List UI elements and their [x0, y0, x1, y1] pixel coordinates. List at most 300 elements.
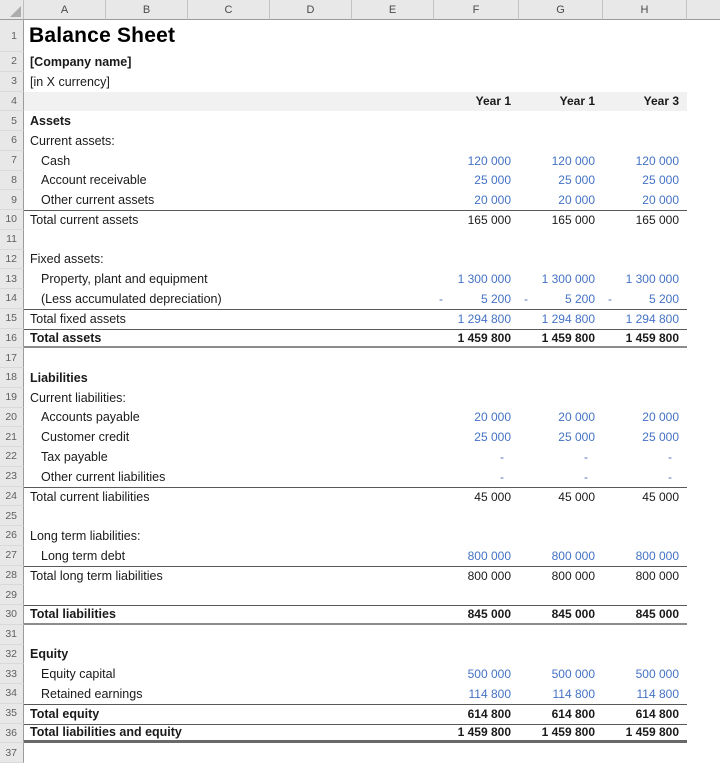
- row-header-10[interactable]: 10: [0, 210, 24, 230]
- sheet-row-3: [0, 72, 720, 92]
- sheet-row-21: [0, 427, 720, 447]
- row-body-3: [24, 72, 687, 92]
- right-margin-filler: [687, 566, 720, 586]
- row-body-18: [24, 368, 687, 388]
- value-cell[interactable]: -: [584, 469, 588, 484]
- sheet-row-11: [0, 230, 720, 250]
- label-cell[interactable]: Total assets: [30, 330, 102, 345]
- value-cell[interactable]: 800 000: [467, 568, 511, 583]
- sheet-row-16: [0, 329, 720, 349]
- value-cell[interactable]: [519, 506, 603, 526]
- row-header-26[interactable]: 26: [0, 526, 24, 546]
- value-cell[interactable]: 165 000: [635, 213, 679, 228]
- column-header-G[interactable]: G: [519, 0, 603, 20]
- row-body-10: [24, 210, 687, 230]
- column-header-A[interactable]: A: [24, 0, 106, 20]
- value-cell[interactable]: Year 1: [559, 94, 595, 109]
- label-cell[interactable]: Other current liabilities: [41, 469, 166, 484]
- right-margin-filler: [687, 72, 720, 92]
- value-cell[interactable]: [603, 506, 687, 526]
- value-cell[interactable]: [603, 526, 687, 546]
- row-body-16: [24, 329, 687, 349]
- value-cell[interactable]: [434, 368, 519, 388]
- value-cell[interactable]: 614 800: [551, 707, 595, 722]
- right-margin-filler: [687, 546, 720, 566]
- row-body-4: [24, 92, 687, 112]
- value-cell[interactable]: 845 000: [551, 607, 595, 622]
- value-cell[interactable]: 614 800: [467, 707, 511, 722]
- row-header-20[interactable]: 20: [0, 408, 24, 428]
- value-cell[interactable]: 800 000: [551, 548, 595, 563]
- row-header-17[interactable]: 17: [0, 348, 24, 368]
- label-cell[interactable]: Assets: [30, 114, 71, 129]
- sheet-row-22: [0, 447, 720, 467]
- row-header-16[interactable]: 16: [0, 329, 24, 349]
- sheet-row-30: [0, 605, 720, 625]
- row-body-1: [24, 20, 687, 52]
- value-cell[interactable]: 20 000: [558, 410, 595, 425]
- row-header-2[interactable]: 2: [0, 52, 24, 72]
- value-cell[interactable]: [519, 131, 603, 151]
- label-cell[interactable]: Fixed assets:: [30, 252, 104, 267]
- sheet-row-5: [0, 111, 720, 131]
- right-margin-filler: [687, 20, 720, 52]
- value-cell[interactable]: 25 000: [558, 430, 595, 445]
- sheet-row-24: [0, 487, 720, 507]
- row-body-25: [24, 506, 687, 526]
- sheet-row-28: [0, 566, 720, 586]
- value-cell[interactable]: [603, 743, 687, 763]
- label-cell[interactable]: [24, 230, 434, 250]
- value-cell[interactable]: [519, 230, 603, 250]
- value-cell[interactable]: 165 000: [467, 213, 511, 228]
- value-cell[interactable]: 800 000: [467, 548, 511, 563]
- row-body-15: [24, 309, 687, 329]
- right-margin-filler: [687, 329, 720, 349]
- right-margin-filler: [687, 506, 720, 526]
- row-header-18[interactable]: 18: [0, 368, 24, 388]
- value-cell[interactable]: [603, 111, 687, 131]
- column-header-C[interactable]: C: [188, 0, 270, 20]
- column-header-D[interactable]: D: [270, 0, 352, 20]
- label-cell[interactable]: Equity: [30, 647, 69, 662]
- value-cell[interactable]: 1 294 800: [457, 312, 511, 327]
- right-margin-filler: [687, 151, 720, 171]
- value-cell[interactable]: [603, 625, 687, 645]
- right-margin-filler: [687, 447, 720, 467]
- value-cell[interactable]: [434, 585, 519, 605]
- column-header-B[interactable]: B: [106, 0, 188, 20]
- label-cell[interactable]: Customer credit: [41, 430, 130, 445]
- row-body-33: [24, 664, 687, 684]
- value-cell[interactable]: Year 3: [643, 94, 679, 109]
- value-cell[interactable]: [434, 348, 519, 368]
- label-cell[interactable]: Tax payable: [41, 449, 108, 464]
- row-body-37: [24, 743, 687, 763]
- value-cell[interactable]: 845 000: [635, 607, 679, 622]
- value-cell[interactable]: [434, 20, 519, 52]
- value-cell[interactable]: [434, 250, 519, 270]
- value-cell[interactable]: 845 000: [467, 607, 511, 622]
- label-cell[interactable]: [24, 743, 434, 763]
- value-cell[interactable]: [603, 388, 687, 408]
- right-margin-filler: [687, 348, 720, 368]
- value-cell[interactable]: [603, 250, 687, 270]
- value-cell[interactable]: -: [500, 449, 504, 464]
- page-title-cell[interactable]: Balance Sheet: [29, 24, 176, 47]
- value-cell[interactable]: 25 000: [642, 173, 679, 188]
- value-cell[interactable]: 25 000: [474, 430, 511, 445]
- right-margin-filler: [687, 230, 720, 250]
- row-header-34[interactable]: 34: [0, 684, 24, 704]
- right-margin-filler: [687, 585, 720, 605]
- label-cell[interactable]: [24, 348, 434, 368]
- label-cell[interactable]: Retained earnings: [41, 686, 143, 701]
- row-body-21: [24, 427, 687, 447]
- value-cell[interactable]: [434, 526, 519, 546]
- row-header-3[interactable]: 3: [0, 72, 24, 92]
- value-cell[interactable]: [519, 52, 603, 72]
- sheet-row-1: [0, 20, 720, 52]
- row-header-14[interactable]: 14: [0, 289, 24, 309]
- sheet-row-10: [0, 210, 720, 230]
- right-margin-filler: [687, 684, 720, 704]
- value-cell[interactable]: [603, 230, 687, 250]
- value-cell[interactable]: 1 459 800: [625, 330, 679, 345]
- row-header-27[interactable]: 27: [0, 546, 24, 566]
- value-cell[interactable]: [519, 289, 603, 309]
- value-cell[interactable]: 800 000: [635, 548, 679, 563]
- sheet-row-8: [0, 171, 720, 191]
- value-cell[interactable]: [603, 131, 687, 151]
- row-body-9: [24, 190, 687, 210]
- value-cell[interactable]: 20 000: [474, 193, 511, 208]
- value-cell[interactable]: [519, 20, 603, 52]
- row-header-23[interactable]: 23: [0, 467, 24, 487]
- value-cell[interactable]: [603, 289, 687, 309]
- row-body-2: [24, 52, 687, 72]
- label-cell[interactable]: Cash: [41, 153, 71, 168]
- value-cell[interactable]: 614 800: [635, 707, 679, 722]
- value-cell[interactable]: 500 000: [551, 667, 595, 682]
- value-cell[interactable]: 25 000: [642, 430, 679, 445]
- value-cell[interactable]: 1 294 800: [625, 312, 679, 327]
- value-cell[interactable]: 120 000: [551, 153, 595, 168]
- row-body-14: [24, 289, 687, 309]
- value-cell[interactable]: 500 000: [635, 667, 679, 682]
- row-header-31[interactable]: 31: [0, 625, 24, 645]
- row-header-9[interactable]: 9: [0, 190, 24, 210]
- sheet-row-20: [0, 408, 720, 428]
- sheet-row-35: [0, 704, 720, 724]
- row-header-32[interactable]: 32: [0, 645, 24, 665]
- row-body-27: [24, 546, 687, 566]
- value-cell[interactable]: 800 000: [551, 568, 595, 583]
- right-margin-filler: [687, 427, 720, 447]
- row-header-28[interactable]: 28: [0, 566, 24, 586]
- sheet-row-23: [0, 467, 720, 487]
- right-margin-filler: [687, 704, 720, 724]
- row-header-13[interactable]: 13: [0, 269, 24, 289]
- value-cell[interactable]: 45 000: [474, 489, 511, 504]
- value-cell[interactable]: [434, 645, 519, 665]
- value-cell[interactable]: [519, 625, 603, 645]
- label-cell[interactable]: Total long term liabilities: [30, 568, 163, 583]
- select-all-triangle-icon: [10, 6, 21, 17]
- value-cell[interactable]: [434, 289, 519, 309]
- value-cell[interactable]: [603, 72, 687, 92]
- value-cell[interactable]: 500 000: [467, 667, 511, 682]
- row-header-1[interactable]: 1: [0, 20, 24, 52]
- right-margin-filler: [687, 645, 720, 665]
- row-body-26: [24, 526, 687, 546]
- row-header-19[interactable]: 19: [0, 388, 24, 408]
- row-header-24[interactable]: 24: [0, 487, 24, 507]
- sheet-row-34: [0, 684, 720, 704]
- value-cell[interactable]: 20 000: [474, 410, 511, 425]
- label-cell[interactable]: [in X currency]: [30, 74, 110, 89]
- right-margin-filler: [687, 724, 720, 744]
- value-cell[interactable]: [519, 585, 603, 605]
- value-cell[interactable]: 800 000: [635, 568, 679, 583]
- label-cell[interactable]: Long term debt: [41, 548, 126, 563]
- label-cell[interactable]: [24, 625, 434, 645]
- label-cell[interactable]: Property, plant and equipment: [41, 272, 208, 287]
- value-cell[interactable]: 1 300 000: [541, 272, 595, 287]
- column-header-F[interactable]: F: [434, 0, 519, 20]
- label-cell[interactable]: [Company name]: [30, 54, 132, 69]
- label-cell[interactable]: Current liabilities:: [30, 390, 126, 405]
- row-header-37[interactable]: 37: [0, 743, 24, 763]
- value-cell[interactable]: 1 294 800: [541, 312, 595, 327]
- value-number: 5 200: [480, 291, 511, 306]
- right-margin-filler: [687, 388, 720, 408]
- value-cell[interactable]: 20 000: [642, 193, 679, 208]
- value-cell[interactable]: [519, 250, 603, 270]
- right-margin-filler: [687, 664, 720, 684]
- value-cell[interactable]: 25 000: [474, 173, 511, 188]
- sheet-row-13: [0, 269, 720, 289]
- value-cell[interactable]: -: [584, 449, 588, 464]
- right-margin-filler: [687, 467, 720, 487]
- value-cell[interactable]: 20 000: [558, 193, 595, 208]
- row-header-35[interactable]: 35: [0, 704, 24, 724]
- right-margin-filler: [687, 111, 720, 131]
- value-cell[interactable]: 1 300 000: [625, 272, 679, 287]
- row-header-4[interactable]: 4: [0, 92, 24, 112]
- value-cell[interactable]: [519, 743, 603, 763]
- column-header-row: [0, 0, 720, 20]
- right-margin-filler: [687, 526, 720, 546]
- right-margin-filler: [687, 131, 720, 151]
- label-cell[interactable]: [24, 92, 434, 112]
- right-margin-filler: [687, 190, 720, 210]
- right-margin-filler: [687, 171, 720, 191]
- sheet-row-7: [0, 151, 720, 171]
- right-margin-filler: [687, 368, 720, 388]
- row-body-6: [24, 131, 687, 151]
- sheet-row-26: [0, 526, 720, 546]
- row-header-29[interactable]: 29: [0, 585, 24, 605]
- row-body-32: [24, 645, 687, 665]
- value-cell[interactable]: [603, 368, 687, 388]
- sheet-row-36: [0, 724, 720, 744]
- right-margin-filler: [687, 408, 720, 428]
- row-header-15[interactable]: 15: [0, 309, 24, 329]
- sheet-row-37: [0, 743, 720, 763]
- column-header-E[interactable]: E: [352, 0, 434, 20]
- row-body-31: [24, 625, 687, 645]
- label-cell[interactable]: Total current liabilities: [30, 489, 150, 504]
- sheet-row-2: [0, 52, 720, 72]
- value-cell[interactable]: 120 000: [467, 153, 511, 168]
- row-body-8: [24, 171, 687, 191]
- value-cell[interactable]: [434, 72, 519, 92]
- row-body-35: [24, 704, 687, 724]
- grid-rows: [0, 20, 720, 763]
- value-cell[interactable]: -: [668, 469, 672, 484]
- column-header-H[interactable]: H: [603, 0, 687, 20]
- label-cell[interactable]: [24, 585, 434, 605]
- row-body-22: [24, 447, 687, 467]
- row-header-25[interactable]: 25: [0, 506, 24, 526]
- value-cell[interactable]: [519, 388, 603, 408]
- label-cell[interactable]: Total liabilities: [30, 607, 116, 622]
- row-header-36[interactable]: 36: [0, 724, 24, 744]
- value-cell[interactable]: 114 800: [468, 686, 511, 701]
- value-cell[interactable]: [434, 388, 519, 408]
- value-cell[interactable]: 165 000: [551, 213, 595, 228]
- row-body-28: [24, 566, 687, 586]
- value-cell[interactable]: [434, 506, 519, 526]
- row-body-23: [24, 467, 687, 487]
- sheet-row-4: [0, 92, 720, 112]
- value-cell[interactable]: [603, 585, 687, 605]
- label-cell[interactable]: Long term liabilities:: [30, 528, 141, 543]
- sheet-row-19: [0, 388, 720, 408]
- row-header-33[interactable]: 33: [0, 664, 24, 684]
- row-header-8[interactable]: 8: [0, 171, 24, 191]
- row-header-22[interactable]: 22: [0, 447, 24, 467]
- right-margin-filler: [687, 309, 720, 329]
- value-cell[interactable]: 1 459 800: [457, 330, 511, 345]
- label-cell[interactable]: Account receivable: [41, 173, 147, 188]
- value-cell[interactable]: 114 800: [636, 686, 679, 701]
- value-cell[interactable]: 114 800: [552, 686, 595, 701]
- row-header-5[interactable]: 5: [0, 111, 24, 131]
- minus-sign: -: [524, 291, 528, 306]
- right-margin-filler: [687, 605, 720, 625]
- sheet-row-15: [0, 309, 720, 329]
- value-cell[interactable]: [434, 111, 519, 131]
- row-body-29: [24, 585, 687, 605]
- value-cell[interactable]: [519, 645, 603, 665]
- row-body-19: [24, 388, 687, 408]
- label-cell[interactable]: Liabilities: [30, 370, 88, 385]
- label-cell[interactable]: Total fixed assets: [30, 312, 126, 327]
- value-cell[interactable]: -: [500, 469, 504, 484]
- value-cell[interactable]: [519, 72, 603, 92]
- label-cell[interactable]: Accounts payable: [41, 410, 140, 425]
- row-body-13: [24, 269, 687, 289]
- row-header-21[interactable]: 21: [0, 427, 24, 447]
- label-cell[interactable]: (Less accumulated depreciation): [41, 291, 222, 306]
- row-header-11[interactable]: 11: [0, 230, 24, 250]
- value-cell[interactable]: [434, 52, 519, 72]
- value-cell[interactable]: 1 459 800: [625, 725, 679, 740]
- value-number: 5 200: [564, 291, 595, 306]
- row-header-12[interactable]: 12: [0, 250, 24, 270]
- value-cell[interactable]: [434, 743, 519, 763]
- row-header-6[interactable]: 6: [0, 131, 24, 151]
- sheet-row-29: [0, 585, 720, 605]
- sheet-row-25: [0, 506, 720, 526]
- value-cell[interactable]: [519, 526, 603, 546]
- value-cell[interactable]: -: [668, 449, 672, 464]
- sheet-row-6: [0, 131, 720, 151]
- label-cell[interactable]: Current assets:: [30, 133, 115, 148]
- value-cell[interactable]: [519, 111, 603, 131]
- value-cell[interactable]: [519, 368, 603, 388]
- row-body-5: [24, 111, 687, 131]
- right-margin-filler: [687, 289, 720, 309]
- right-margin-filler: [687, 625, 720, 645]
- label-cell[interactable]: Total equity: [30, 707, 100, 722]
- value-cell[interactable]: 20 000: [642, 410, 679, 425]
- value-cell[interactable]: 45 000: [642, 489, 679, 504]
- minus-sign: -: [439, 291, 443, 306]
- value-cell[interactable]: [434, 131, 519, 151]
- value-cell[interactable]: Year 1: [475, 94, 511, 109]
- row-body-11: [24, 230, 687, 250]
- sheet-row-12: [0, 250, 720, 270]
- value-cell[interactable]: [603, 348, 687, 368]
- value-cell[interactable]: [434, 230, 519, 250]
- value-cell[interactable]: 25 000: [558, 173, 595, 188]
- value-cell[interactable]: 1 300 000: [457, 272, 511, 287]
- row-body-36: [24, 724, 687, 744]
- value-cell[interactable]: 1 459 800: [541, 330, 595, 345]
- value-cell[interactable]: [434, 625, 519, 645]
- value-cell[interactable]: [603, 20, 687, 52]
- label-cell[interactable]: [24, 506, 434, 526]
- row-header-30[interactable]: 30: [0, 605, 24, 625]
- right-margin-filler: [687, 250, 720, 270]
- label-cell[interactable]: Other current assets: [41, 193, 155, 208]
- row-body-24: [24, 487, 687, 507]
- sheet-row-27: [0, 546, 720, 566]
- value-cell[interactable]: 1 459 800: [541, 725, 595, 740]
- row-header-7[interactable]: 7: [0, 151, 24, 171]
- sheet-row-33: [0, 664, 720, 684]
- label-cell[interactable]: Total current assets: [30, 213, 139, 228]
- label-cell[interactable]: Equity capital: [41, 667, 116, 682]
- value-cell[interactable]: 45 000: [558, 489, 595, 504]
- value-cell[interactable]: [603, 645, 687, 665]
- value-cell[interactable]: [519, 348, 603, 368]
- select-all-corner[interactable]: [0, 0, 24, 20]
- row-body-7: [24, 151, 687, 171]
- sheet-row-9: [0, 190, 720, 210]
- minus-sign: -: [608, 291, 612, 306]
- value-cell[interactable]: 1 459 800: [457, 725, 511, 740]
- value-cell[interactable]: [603, 52, 687, 72]
- value-cell[interactable]: 120 000: [635, 153, 679, 168]
- row-body-30: [24, 605, 687, 625]
- right-margin-filler: [687, 52, 720, 72]
- right-margin-filler: [687, 210, 720, 230]
- label-cell[interactable]: Total liabilities and equity: [30, 725, 182, 740]
